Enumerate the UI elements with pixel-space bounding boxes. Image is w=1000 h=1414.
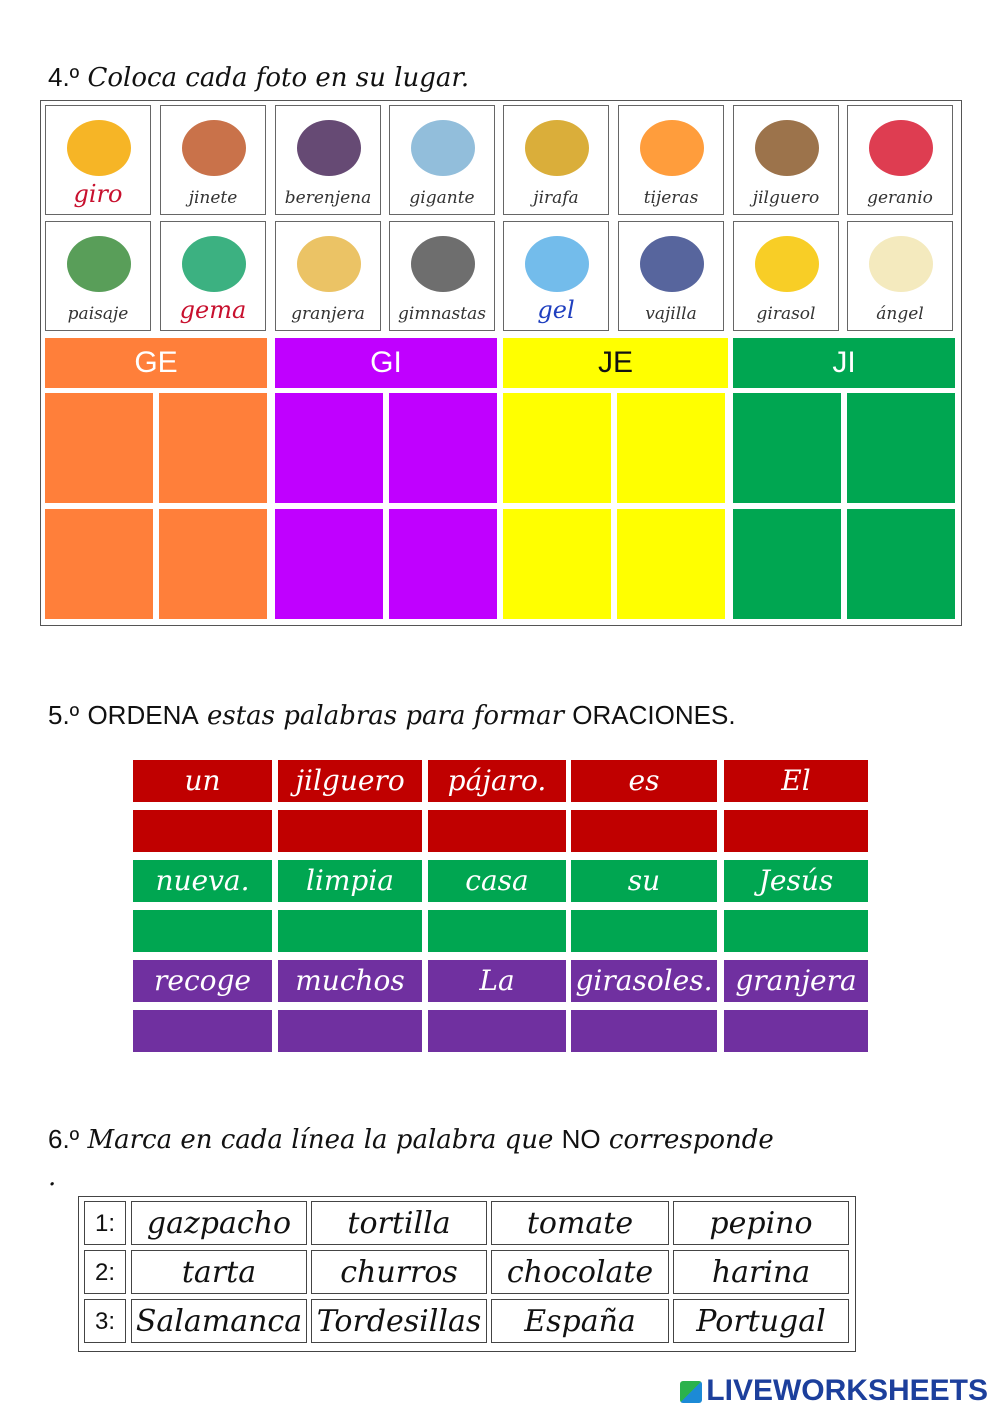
gem-icon [161,222,266,302]
section5-word2: ORACIONES. [572,700,736,730]
answer-slot[interactable] [278,910,422,952]
sorting-grid [40,100,962,626]
landscape-icon [46,222,151,302]
photo-label: jilguero [752,188,820,208]
answer-slot[interactable] [428,810,566,852]
section6-dot: . [48,1162,57,1192]
word-tile[interactable]: recoge [133,960,272,1002]
photo-label: berenjena [284,188,372,208]
goldfinch-icon [734,106,839,186]
word-option[interactable]: pepino [673,1201,849,1245]
gymnasts-icon [390,222,495,302]
photo-card[interactable] [389,105,495,215]
answer-slot[interactable] [133,910,272,952]
photo-label: gema [179,296,247,324]
giraffe-icon [504,106,609,186]
photo-label: granjera [291,304,365,324]
scissors-icon [619,106,724,186]
drop-zone[interactable] [847,509,955,619]
section4-title: Coloca cada foto en su lugar. [87,63,470,93]
word-option[interactable]: España [491,1299,669,1343]
word-tile[interactable]: muchos [278,960,422,1002]
word-tile[interactable]: limpia [278,860,422,902]
horse-rider-icon [161,106,266,186]
answer-slot[interactable] [571,1010,717,1052]
row-number: 1: [84,1201,126,1245]
road-sign-icon [46,106,151,186]
category-header: GI [275,338,497,388]
drop-zone[interactable] [159,393,267,503]
answer-slot[interactable] [133,810,272,852]
section6-number: 6.º [48,1124,80,1154]
tableware-icon [619,222,724,302]
drop-zone[interactable] [503,509,611,619]
section6-title-a: Marca en cada línea la palabra que [87,1125,554,1155]
answer-slot[interactable] [428,910,566,952]
answer-slot[interactable] [724,1010,868,1052]
geranium-icon [848,106,953,186]
drop-zone[interactable] [275,509,383,619]
drop-zone[interactable] [847,393,955,503]
word-option[interactable]: Salamanca [131,1299,307,1343]
photo-card[interactable] [389,221,495,331]
gel-icon [504,222,609,302]
photo-card[interactable] [618,221,724,331]
drop-zone[interactable] [159,509,267,619]
answer-slot[interactable] [571,910,717,952]
photo-card[interactable] [847,105,953,215]
word-tile[interactable]: El [724,760,868,802]
angel-icon [848,222,953,302]
brand-icon [680,1381,702,1403]
word-option[interactable]: chocolate [491,1250,669,1294]
category-header: JI [733,338,955,388]
sunflower-icon [734,222,839,302]
drop-zone[interactable] [45,393,153,503]
photo-label: giro [73,180,123,208]
photo-label: gel [537,296,575,324]
word-tile[interactable]: un [133,760,272,802]
section4-number: 4.º [48,62,80,92]
drop-zone[interactable] [389,509,497,619]
word-option[interactable]: Tordesillas [311,1299,487,1343]
photo-card[interactable] [503,221,609,331]
photo-card[interactable] [160,221,266,331]
answer-slot[interactable] [278,810,422,852]
photo-card[interactable] [275,221,381,331]
photo-label: gigante [409,188,475,208]
word-option[interactable]: harina [673,1250,849,1294]
answer-slot[interactable] [724,910,868,952]
word-tile[interactable]: jilguero [278,760,422,802]
word-tile[interactable]: girasoles. [571,960,717,1002]
photo-label: paisaje [67,304,129,324]
section5-number: 5.º [48,700,80,730]
photo-card[interactable] [847,221,953,331]
photo-label: girasol [756,304,816,324]
drop-zone[interactable] [275,393,383,503]
photo-card[interactable] [45,221,151,331]
word-tile[interactable]: pájaro. [428,760,566,802]
photo-card[interactable] [733,105,839,215]
brand-text: LIVEWORKSHEETS [706,1374,988,1407]
brand-logo [680,1374,988,1408]
word-tile[interactable]: Jesús [724,860,868,902]
word-option[interactable]: tarta [131,1250,307,1294]
photo-card[interactable] [275,105,381,215]
word-tile[interactable]: su [571,860,717,902]
photo-label: ángel [876,304,924,324]
word-option[interactable]: tortilla [311,1201,487,1245]
photo-card[interactable] [618,105,724,215]
drop-zone[interactable] [733,509,841,619]
word-option[interactable]: tomate [491,1201,669,1245]
answer-slot[interactable] [571,810,717,852]
eggplant-icon [276,106,381,186]
answer-slot[interactable] [278,1010,422,1052]
row-number: 3: [84,1299,126,1343]
drop-zone[interactable] [733,393,841,503]
word-tile[interactable]: casa [428,860,566,902]
drop-zone[interactable] [45,509,153,619]
photo-card[interactable] [503,105,609,215]
answer-slot[interactable] [133,1010,272,1052]
category-header: JE [503,338,728,388]
word-tile[interactable]: nueva. [133,860,272,902]
drop-zone[interactable] [389,393,497,503]
category-header: GE [45,338,267,388]
photo-label: tijeras [643,188,699,208]
photo-label: gimnastas [398,304,486,324]
answer-slot[interactable] [428,1010,566,1052]
word-tile[interactable]: granjera [724,960,868,1002]
farmer-icon [276,222,381,302]
drop-zone[interactable] [617,393,725,503]
answer-slot[interactable] [724,810,868,852]
odd-word-table [78,1196,856,1352]
section6-heading [48,1124,774,1155]
section6-title-c: corresponde [608,1125,774,1155]
drop-zone[interactable] [503,393,611,503]
section6-title-b: NO [561,1124,601,1154]
photo-card[interactable] [160,105,266,215]
photo-label: geranio [867,188,933,208]
word-option[interactable]: gazpacho [131,1201,307,1245]
row-number: 2: [84,1250,126,1294]
photo-card[interactable] [45,105,151,215]
word-option[interactable]: Portugal [673,1299,849,1343]
photo-card[interactable] [733,221,839,331]
word-option[interactable]: churros [311,1250,487,1294]
photo-label: jinete [188,188,238,208]
drop-zone[interactable] [617,509,725,619]
section5-middle: estas palabras para formar [206,701,565,731]
section5-heading [48,700,736,731]
photo-label: vajilla [645,304,697,324]
photo-label: jirafa [533,188,579,208]
word-tile[interactable]: es [571,760,717,802]
giant-icon [390,106,495,186]
word-tile[interactable]: La [428,960,566,1002]
section4-heading [48,62,469,93]
section5-word1: ORDENA [87,700,199,730]
